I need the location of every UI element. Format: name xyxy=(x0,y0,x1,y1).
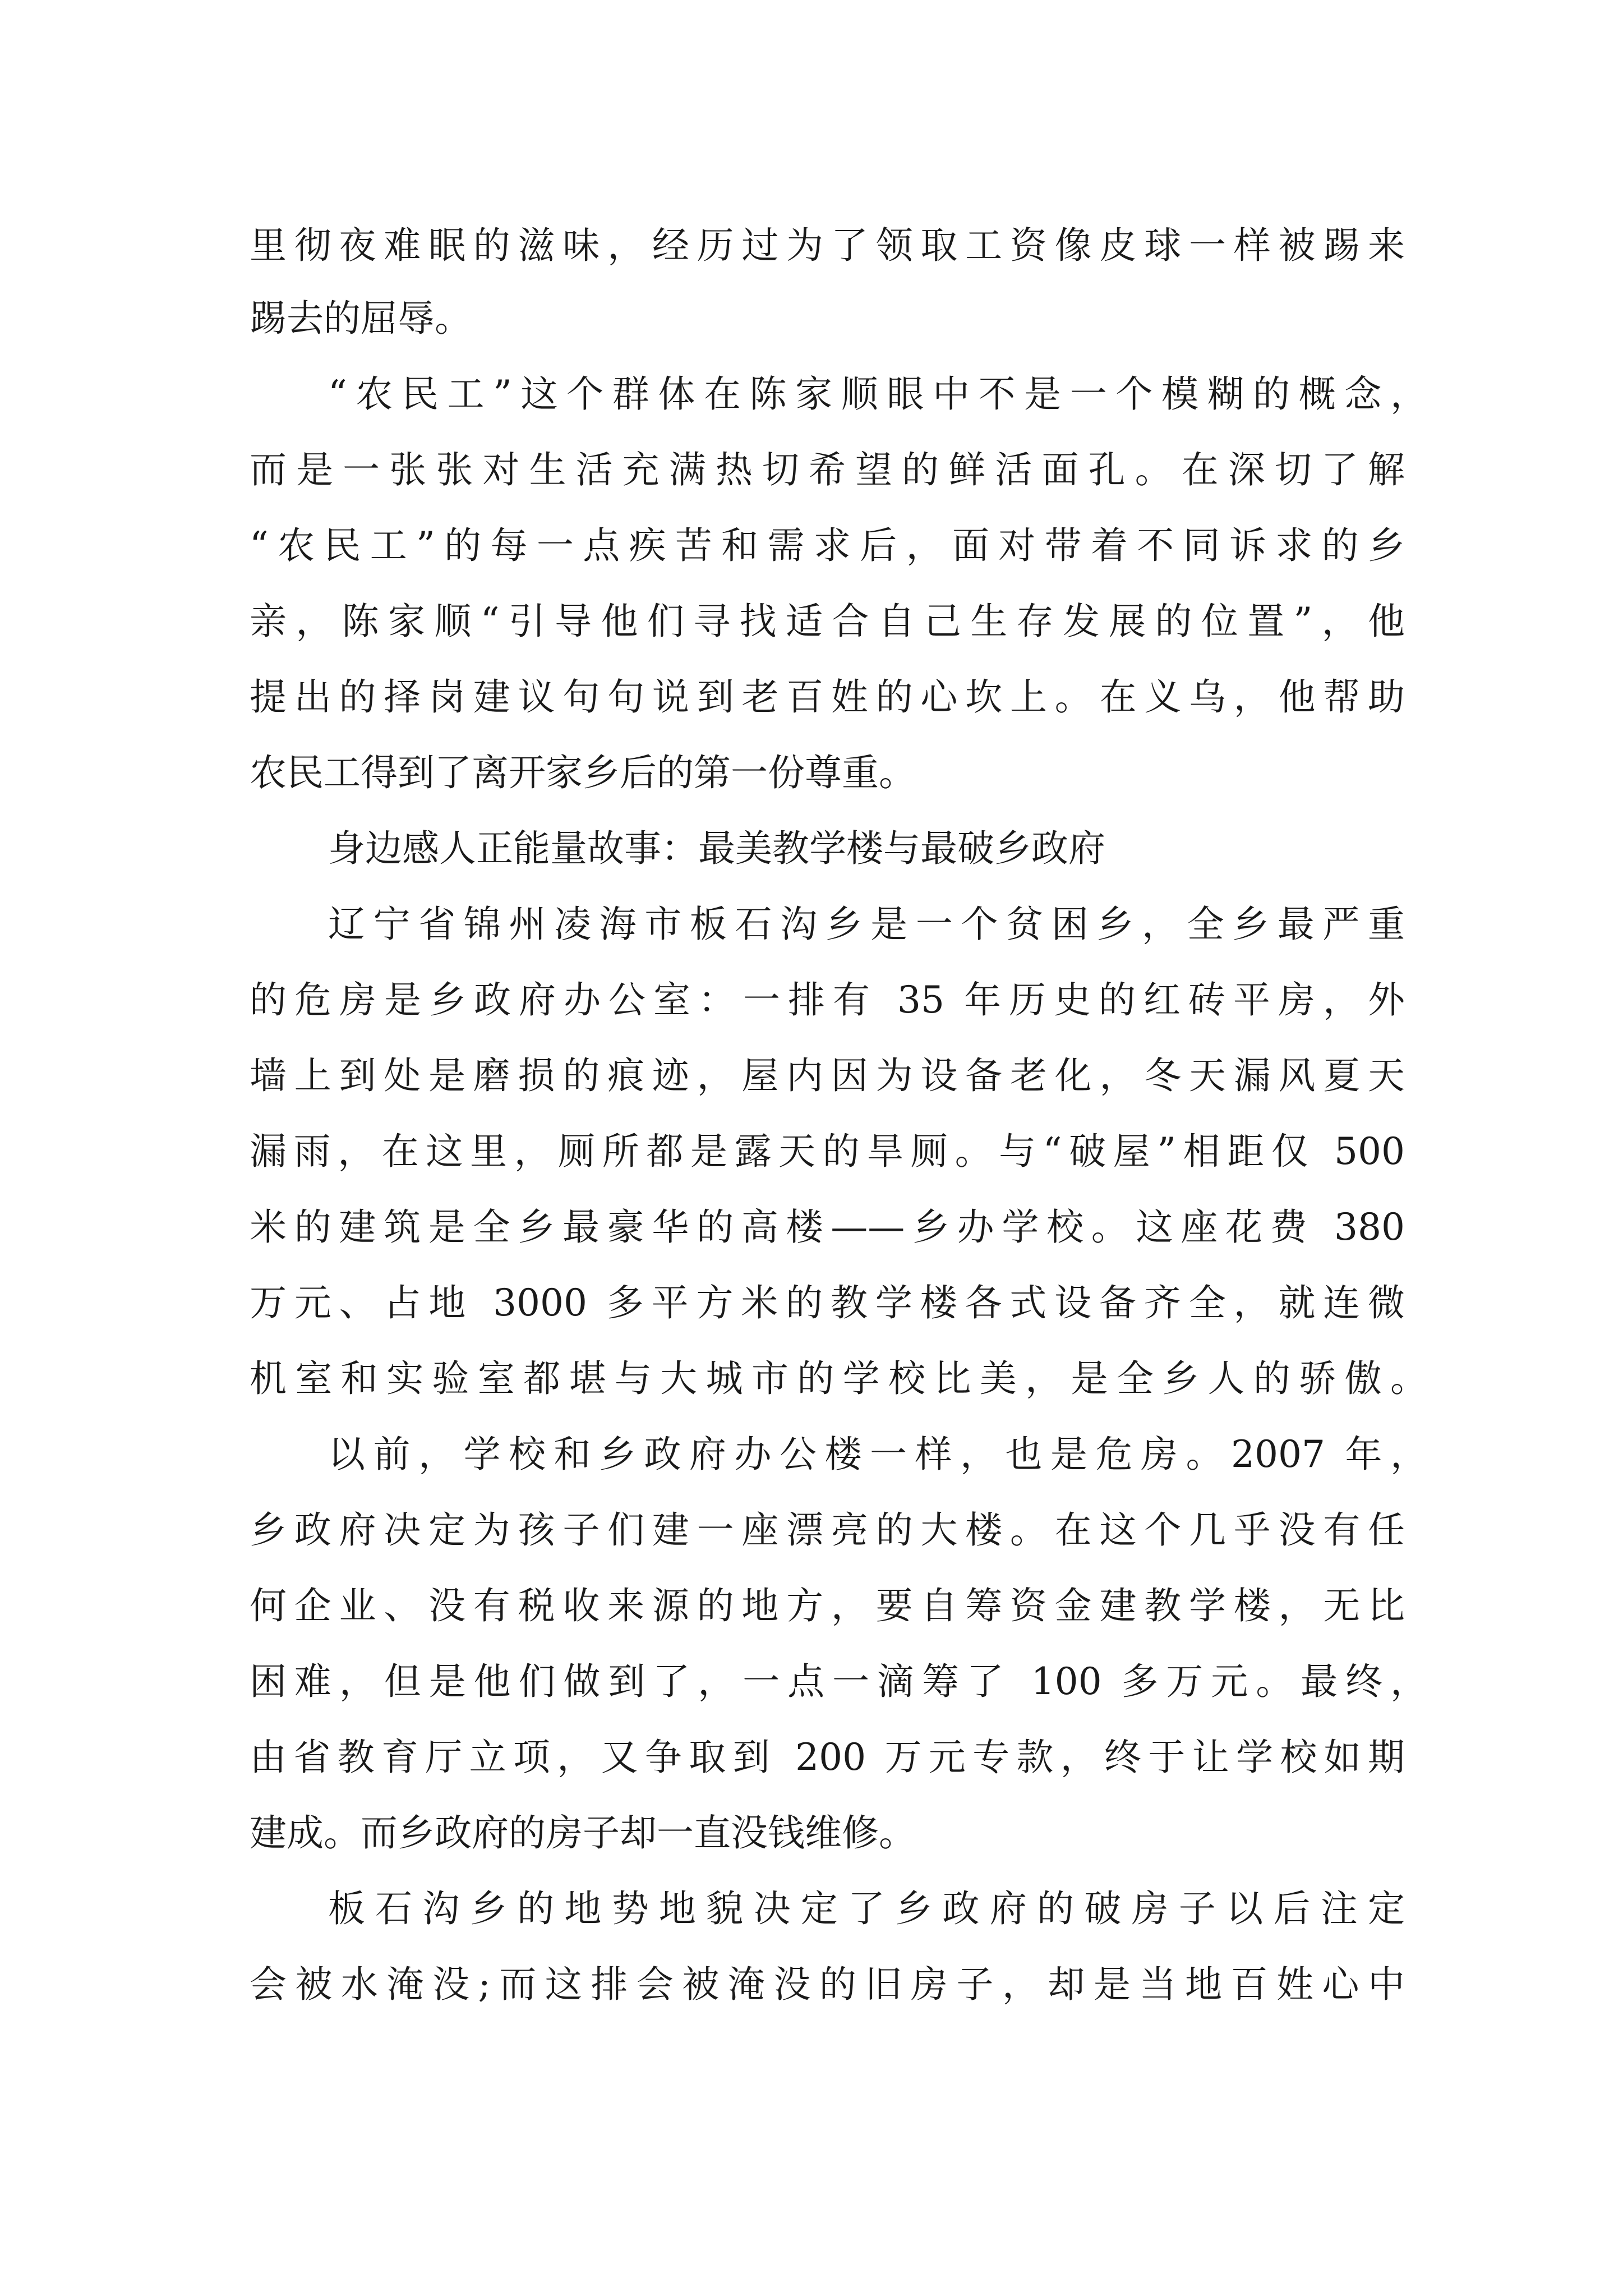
text-line: 辽宁省锦州凌海市板石沟乡是一个贫困乡，全乡最严重 xyxy=(328,903,1405,946)
text-line: 会被水淹没;而这排会被淹没的旧房子，却是当地百姓心中 xyxy=(250,1963,1405,2006)
text-line: 亲，陈家顺“引导他们寻找适合自己生存发展的位置”，他 xyxy=(250,600,1405,643)
text-line: “农民工”这个群体在陈家顺眼中不是一个模糊的概念， xyxy=(328,372,1427,416)
text-line: 身边感人正能量故事：最美教学楼与最破乡政府 xyxy=(328,827,1105,870)
text-line: 墙上到处是磨损的痕迹，屋内因为设备老化，冬天漏风夏天 xyxy=(250,1054,1405,1097)
text-line: 困难，但是他们做到了，一点一滴筹了 100 多万元。最终， xyxy=(250,1660,1427,1703)
text-line: 乡政府决定为孩子们建一座漂亮的大楼。在这个几乎没有任 xyxy=(250,1508,1405,1552)
text-line: 米的建筑是全乡最豪华的高楼——乡办学校。这座花费 380 xyxy=(250,1205,1405,1249)
text-line: 建成。而乡政府的房子却一直没钱维修。 xyxy=(250,1811,916,1855)
text-line: 万元、占地 3000 多平方米的教学楼各式设备齐全，就连微 xyxy=(250,1281,1405,1324)
text-line: 板石沟乡的地势地貌决定了乡政府的破房子以后注定 xyxy=(328,1887,1405,1930)
text-line: 何企业、没有税收来源的地方，要自筹资金建教学楼，无比 xyxy=(250,1584,1405,1627)
text-line: “农民工”的每一点疾苦和需求后，面对带着不同诉求的乡 xyxy=(250,524,1405,567)
text-line: 漏雨，在这里，厕所都是露天的旱厕。与“破屋”相距仅 500 xyxy=(250,1130,1405,1173)
text-line: 的危房是乡政府办公室：一排有 35 年历史的红砖平房，外 xyxy=(250,978,1405,1022)
text-line: 机室和实验室都堪与大城市的学校比美，是全乡人的骄傲。 xyxy=(250,1357,1427,1400)
text-line: 里彻夜难眠的滋味，经历过为了领取工资像皮球一样被踢来 xyxy=(250,224,1405,267)
text-line: 农民工得到了离开家乡后的第一份尊重。 xyxy=(250,751,916,794)
text-line: 而是一张张对生活充满热切希望的鲜活面孔。在深切了解 xyxy=(250,448,1405,491)
text-line: 踢去的屈辱。 xyxy=(250,297,472,340)
text-line: 提出的择岗建议句句说到老百姓的心坎上。在义乌，他帮助 xyxy=(250,675,1405,719)
text-line: 以前，学校和乡政府办公楼一样，也是危房。2007 年， xyxy=(328,1433,1427,1476)
text-line: 由省教育厅立项，又争取到 200 万元专款，终于让学校如期 xyxy=(250,1736,1405,1779)
